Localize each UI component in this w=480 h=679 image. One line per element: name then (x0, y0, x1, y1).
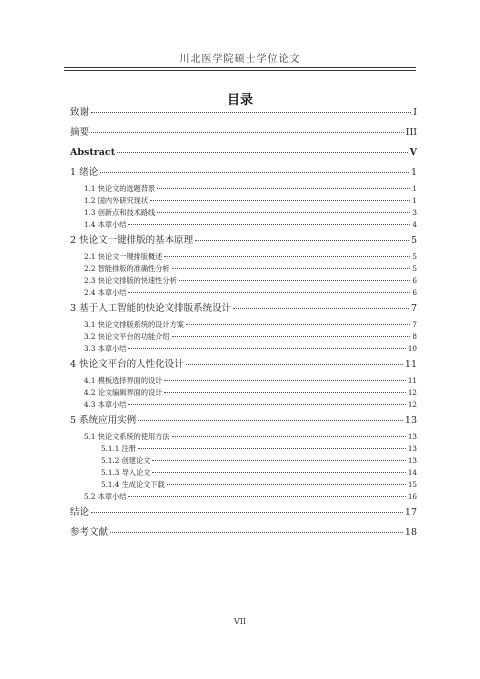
page-number: VII (233, 617, 247, 626)
header-rule-thick (64, 67, 416, 68)
toc-entry-label: 2.4 本章小结 (84, 288, 127, 297)
toc-entry (70, 493, 417, 505)
toc-entry-label: 致谢 (70, 107, 90, 118)
toc-entry (70, 108, 417, 125)
dot-leader (172, 268, 411, 269)
toc-entry-page: V (409, 147, 417, 158)
dot-leader (91, 112, 411, 113)
toc-entry-label: 结论 (70, 507, 90, 518)
dot-leader (138, 420, 403, 421)
toc-entry-page: 13 (407, 444, 417, 453)
header-rule-thin (64, 70, 416, 71)
toc-entry-page: 15 (407, 480, 417, 489)
dot-leader (152, 472, 406, 473)
toc-entry-page: 17 (404, 507, 417, 518)
dot-leader (110, 532, 403, 533)
toc-entry (70, 360, 417, 377)
toc-entry-label: 1.2 国内外研究现状 (84, 196, 149, 205)
running-header: 川北医学院硕士学位论文 (179, 54, 301, 65)
dot-leader (128, 404, 405, 405)
toc-entry (70, 128, 417, 145)
dot-leader (150, 200, 410, 201)
dot-leader (172, 336, 411, 337)
toc-entry (70, 345, 417, 357)
toc-entry-label: 2.1 快论文一键排版概述 (84, 252, 163, 261)
toc-entry-label: 5.1.4 生成论文下载 (101, 480, 165, 489)
toc-entry-label: 1.4 本章小结 (84, 220, 127, 229)
toc-entry (70, 416, 417, 433)
dot-leader (152, 460, 406, 461)
toc-entry (70, 236, 417, 253)
dot-leader (164, 392, 405, 393)
toc-entry-label: Abstract (70, 147, 116, 158)
toc-entry (70, 401, 417, 413)
toc-entry-page: 10 (407, 344, 417, 353)
toc-entry-page: 11 (407, 376, 417, 385)
toc-entry-label: 4 快论文平台的人性化设计 (70, 359, 184, 370)
toc-entry-page: 1 (410, 167, 417, 178)
toc-entry-page: I (413, 107, 417, 118)
dot-leader (128, 224, 410, 225)
toc-entry-page: 7 (412, 320, 417, 329)
toc-entry-page: 16 (407, 492, 417, 501)
toc-entry-page: 18 (404, 527, 417, 538)
toc-entry-label: 2 快论文一键排版的基本原理 (70, 235, 194, 246)
dot-leader (186, 364, 403, 365)
dot-leader (91, 512, 403, 513)
toc-entry-label: 摘要 (70, 127, 90, 138)
toc-entry-page: 6 (412, 288, 417, 297)
toc-entry (70, 508, 417, 525)
toc-entry-page: 14 (407, 468, 417, 477)
toc-title: 目录 (226, 93, 253, 108)
toc-entry-page: 11 (404, 359, 417, 370)
toc-entry-label: 3 基于人工智能的快论文排版系统设计 (70, 303, 232, 314)
toc-entry-page: III (405, 127, 417, 138)
toc-entry-label: 1.3 创新点和技术路线 (84, 208, 156, 217)
toc-entry-page: 13 (404, 415, 417, 426)
dot-leader (179, 280, 411, 281)
dot-leader (164, 380, 405, 381)
dot-leader (195, 240, 409, 241)
toc-entry-label: 4.3 本章小结 (84, 400, 127, 409)
dot-leader (167, 484, 406, 485)
dot-leader (91, 132, 404, 133)
toc-entry-page: 1 (412, 184, 417, 193)
toc-entry-label: 4.1 模板选择界面的设计 (84, 376, 163, 385)
toc-entry-page: 5 (410, 235, 417, 246)
dot-leader (233, 308, 409, 309)
toc-entry-page: 8 (412, 332, 417, 341)
toc-entry-label: 4.2 论文编辑界面的设计 (84, 388, 163, 397)
toc-entry-label: 5.2 本章小结 (84, 492, 127, 501)
toc-entry-page: 13 (407, 432, 417, 441)
dot-leader (117, 152, 408, 153)
dot-leader (128, 348, 405, 349)
toc-entry-label: 1 绪论 (70, 167, 99, 178)
toc-entry-label: 3.1 快论文排版系统的设计方案 (84, 320, 184, 329)
toc-entry-page: 4 (412, 220, 417, 229)
toc-entry (70, 304, 417, 321)
toc-entry-page: 1 (412, 196, 417, 205)
toc-entry-label: 5.1 快论文系统的使用方法 (84, 432, 170, 441)
toc-entry-page: 6 (412, 276, 417, 285)
dot-leader (128, 496, 405, 497)
toc-entry-label: 2.2 智能排版的准确性分析 (84, 264, 170, 273)
toc-entry (70, 148, 417, 165)
toc-entry-label: 5.1.3 导入论文 (101, 468, 151, 477)
toc-entry-label: 3.2 快论文平台的功能介绍 (84, 332, 170, 341)
dot-leader (157, 188, 410, 189)
toc-entry-page: 5 (412, 252, 417, 261)
toc-entry (70, 528, 417, 545)
table-of-contents (70, 108, 417, 545)
toc-entry-label: 5 系统应用实例 (70, 415, 137, 426)
dot-leader (100, 172, 409, 173)
toc-entry-label: 5.1.1 注册 (101, 444, 136, 453)
toc-entry-page: 7 (410, 303, 417, 314)
dot-leader (186, 324, 410, 325)
dot-leader (172, 436, 406, 437)
dot-leader (157, 212, 410, 213)
toc-entry-page: 3 (412, 208, 417, 217)
toc-entry-label: 5.1.2 创建论文 (101, 456, 151, 465)
dot-leader (128, 292, 410, 293)
toc-entry (70, 168, 417, 185)
toc-entry (70, 221, 417, 233)
toc-entry-page: 12 (407, 400, 417, 409)
toc-entry-page: 13 (407, 456, 417, 465)
toc-entry-page: 5 (412, 264, 417, 273)
toc-entry-page: 12 (407, 388, 417, 397)
toc-entry-label: 1.1 快论文的选题背景 (84, 184, 156, 193)
dot-leader (164, 256, 410, 257)
toc-entry-label: 参考文献 (70, 527, 109, 538)
dot-leader (138, 448, 406, 449)
toc-entry-label: 2.3 快论文排版的快速性分析 (84, 276, 177, 285)
toc-entry-label: 3.3 本章小结 (84, 344, 127, 353)
toc-entry (70, 289, 417, 301)
